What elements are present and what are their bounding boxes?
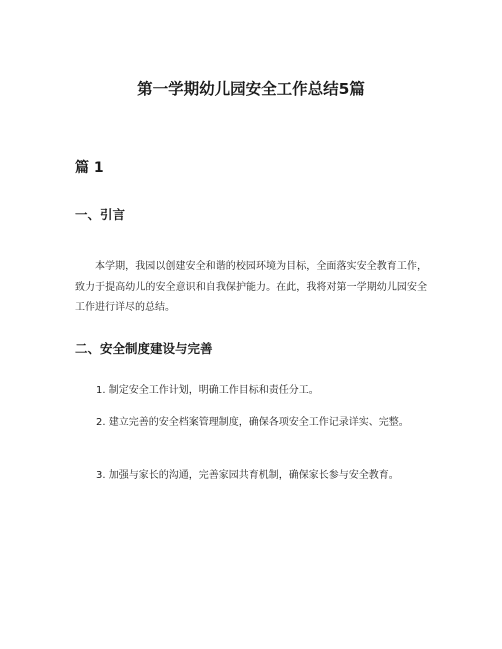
list-item: 3. 加强与家长的沟通，完善家园共育机制，确保家长参与安全教育。 — [96, 470, 399, 481]
section-heading-safety-system: 二、安全制度建设与完善 — [75, 341, 213, 356]
list-item: 2. 建立完善的安全档案管理制度，确保各项安全工作记录详实、完整。 — [96, 417, 409, 428]
introduction-paragraph: 本学期，我园以创建安全和谐的校园环境为目标，全面落实安全教育工作，致力于提高幼儿的安全意识和自我保护能力。在此，我将对第一学期幼儿园安全工作进行详尽的总结。 — [75, 261, 427, 313]
list-item: 1. 制定安全工作计划，明确工作目标和责任分工。 — [96, 385, 319, 396]
section-heading-introduction: 一、引言 — [75, 207, 126, 222]
document-title: 第一学期幼儿园安全工作总结5篇 — [137, 80, 365, 98]
part-heading: 篇 1 — [75, 160, 104, 176]
